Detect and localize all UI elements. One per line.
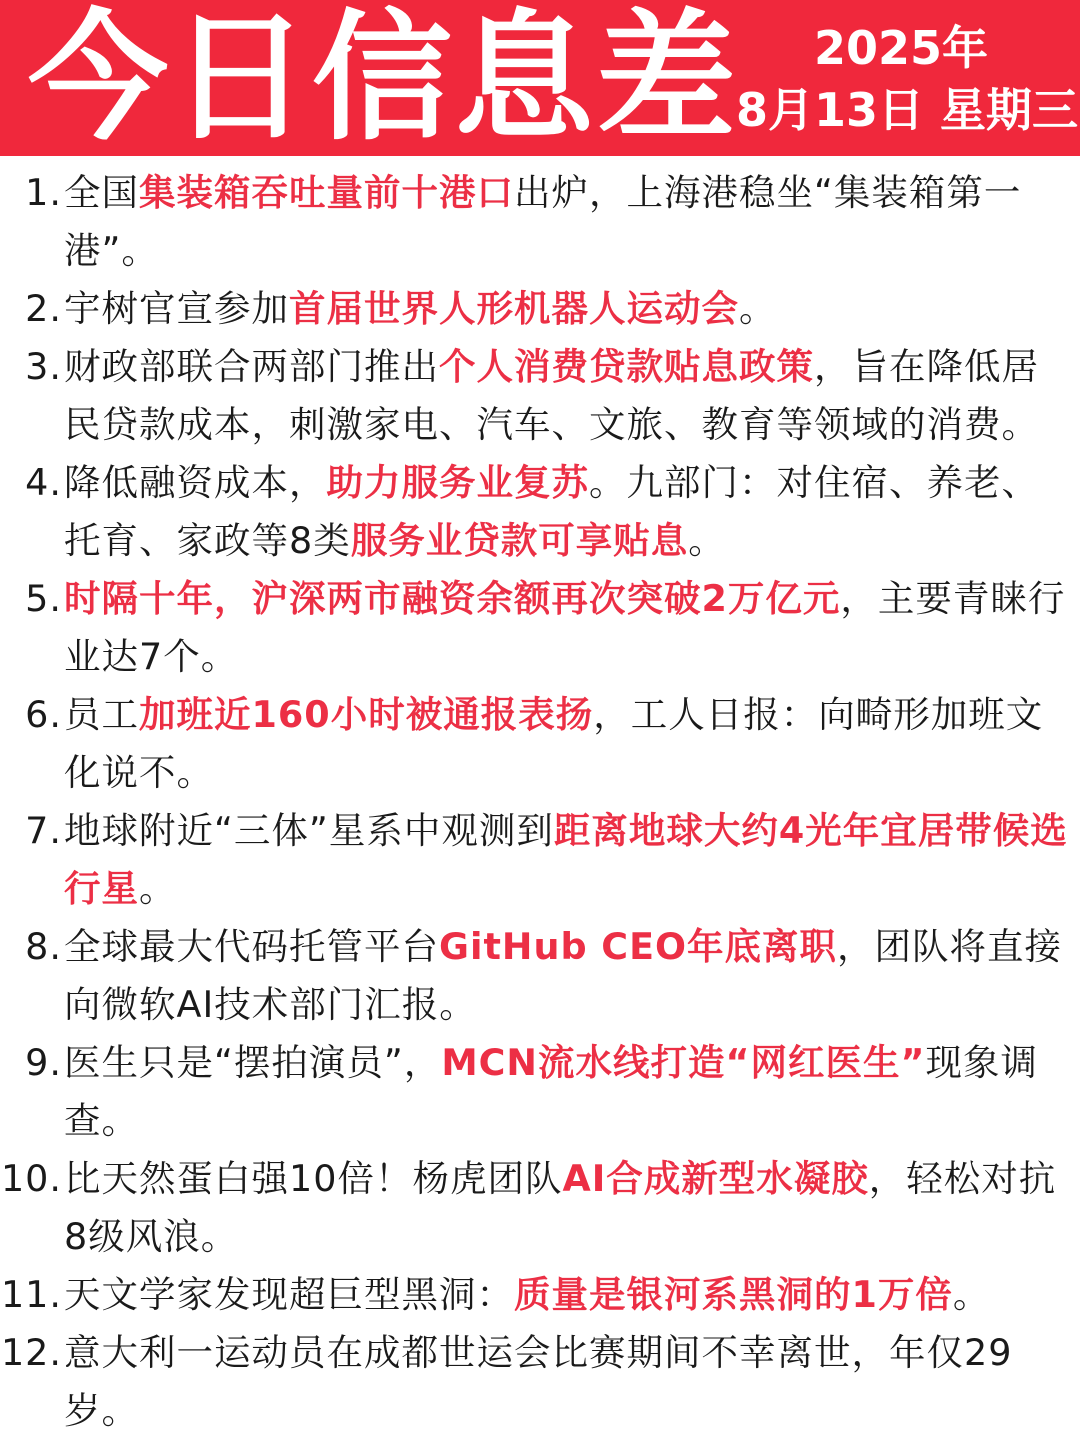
news-item-number: 12. bbox=[0, 1331, 62, 1374]
news-item-number: 10. bbox=[0, 1157, 62, 1200]
news-text: ，主要青睐行业达7个。 bbox=[64, 577, 1066, 678]
page-title: 今日信息差 bbox=[28, 0, 739, 156]
date-day: 8月13日 星期三 bbox=[736, 83, 1079, 137]
news-text: 降低融资成本， bbox=[64, 461, 327, 504]
date-block bbox=[736, 18, 1079, 142]
news-highlight: GitHub CEO年底离职 bbox=[439, 925, 838, 968]
news-text: 财政部联合两部门推出 bbox=[64, 345, 439, 388]
news-item-number: 7. bbox=[25, 809, 62, 852]
news-item bbox=[0, 1266, 1080, 1324]
news-text: 现象调查。 bbox=[64, 1041, 1038, 1142]
news-highlight: 质量是银河系黑洞的1万倍 bbox=[514, 1273, 953, 1316]
news-highlight: 首届世界人形机器人运动会 bbox=[289, 287, 739, 330]
news-item-number: 3. bbox=[25, 345, 62, 388]
news-text: ，团队将直接向微软AI技术部门汇报。 bbox=[64, 925, 1063, 1026]
news-text: 地球附近“三体”星系中观测到 bbox=[64, 809, 554, 852]
news-item bbox=[0, 1150, 1080, 1266]
news-item-number: 1. bbox=[25, 171, 62, 214]
news-item-number: 5. bbox=[25, 577, 62, 620]
news-highlight: 集装箱吞吐量前十港口 bbox=[139, 171, 514, 214]
news-text: 。 bbox=[739, 287, 777, 330]
date-year: 2025年 bbox=[813, 21, 989, 75]
news-item bbox=[0, 338, 1080, 454]
news-text: 。 bbox=[952, 1273, 991, 1316]
news-text: 出炉，上海港稳坐“集装箱第一港”。 bbox=[64, 171, 1022, 272]
news-highlight: 时隔十年，沪深两市融资余额再次突破2万亿元 bbox=[64, 577, 841, 620]
news-text: ，工人日报：向畸形加班文化说不。 bbox=[64, 693, 1044, 794]
news-item bbox=[0, 1034, 1080, 1150]
news-item bbox=[0, 454, 1080, 570]
news-highlight: MCN流水线打造“网红医生” bbox=[441, 1041, 926, 1084]
news-text: 。九部门：对住宿、养老、托育、家政等8类 bbox=[64, 461, 1039, 562]
header-banner bbox=[0, 0, 1080, 156]
news-item-number: 2. bbox=[25, 287, 62, 330]
news-item-number: 11. bbox=[0, 1273, 62, 1316]
news-text: 医生只是“摆拍演员”， bbox=[64, 1041, 442, 1084]
news-highlight: 服务业贷款可享贴息 bbox=[350, 519, 689, 562]
news-highlight: 助力服务业复苏 bbox=[326, 461, 589, 504]
news-item-number: 4. bbox=[25, 461, 62, 504]
news-text: 全国 bbox=[64, 171, 139, 214]
news-text: 。 bbox=[688, 519, 726, 562]
news-text: 全球最大代码托管平台 bbox=[64, 925, 439, 968]
news-highlight: 距离地球大约4光年宜居带候选行星 bbox=[64, 809, 1068, 910]
news-item bbox=[0, 570, 1080, 686]
news-item bbox=[0, 164, 1080, 280]
news-item-number: 8. bbox=[25, 925, 62, 968]
news-text: 员工 bbox=[64, 693, 139, 736]
news-item-number: 6. bbox=[25, 693, 62, 736]
news-text: ，旨在降低居民贷款成本，刺激家电、汽车、文旅、教育等领域的消费。 bbox=[64, 345, 1039, 446]
news-text: 天文学家发现超巨型黑洞： bbox=[64, 1273, 514, 1316]
news-item bbox=[0, 280, 1080, 338]
news-item bbox=[0, 1324, 1080, 1440]
news-item bbox=[0, 802, 1080, 918]
news-item bbox=[0, 686, 1080, 802]
news-highlight: 个人消费贷款贴息政策 bbox=[439, 345, 814, 388]
news-text: 意大利一运动员在成都世运会比赛期间不幸离世，年仅29岁。 bbox=[64, 1331, 1013, 1432]
news-text: ，轻松对抗8级风浪。 bbox=[64, 1157, 1057, 1258]
news-item bbox=[0, 918, 1080, 1034]
news-highlight: 加班近160小时被通报表扬 bbox=[139, 693, 594, 736]
news-text: 比天然蛋白强10倍！杨虎团队 bbox=[64, 1157, 563, 1200]
news-item-number: 9. bbox=[25, 1041, 62, 1084]
news-text: 宇树官宣参加 bbox=[64, 287, 289, 330]
news-text: 。 bbox=[139, 867, 177, 910]
news-highlight: AI合成新型水凝胶 bbox=[562, 1157, 869, 1200]
news-list bbox=[0, 164, 1080, 1440]
